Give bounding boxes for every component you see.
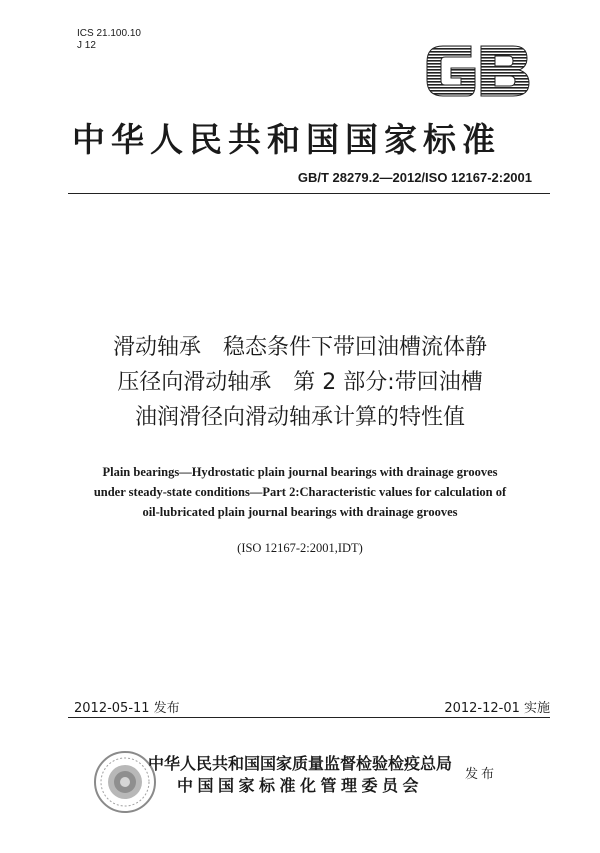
english-title bbox=[50, 462, 550, 522]
chinese-title bbox=[50, 330, 550, 435]
top-divider bbox=[68, 193, 550, 194]
issue-label: 发布 bbox=[465, 767, 498, 782]
gb-logo bbox=[421, 36, 533, 104]
classification-codes bbox=[77, 28, 141, 52]
english-title-line: oil-lubricated plain journal bearings with drainage grooves bbox=[142, 505, 458, 519]
standard-number: GB/T 28279.2—2012/ISO 12167-2:2001 bbox=[297, 170, 532, 185]
chinese-title-line: 滑动轴承 稳态条件下带回油槽流体静 bbox=[112, 335, 487, 360]
chinese-title-line: 压径向滑动轴承 第 2 部分:带回油槽 bbox=[117, 370, 483, 395]
english-title-line: Plain bearings—Hydrostatic plain journal bearings with drainage grooves bbox=[102, 465, 498, 479]
equivalence-note: (ISO 12167-2:2001,IDT) bbox=[237, 541, 363, 555]
publish-date: 2012-05-11 发布 bbox=[74, 701, 180, 716]
issuer-sac: 中国国家标准化管理委员会 bbox=[176, 776, 423, 795]
issuing-authorities bbox=[140, 753, 460, 797]
bottom-divider bbox=[68, 717, 550, 718]
ccs-code: J 12 bbox=[77, 40, 96, 51]
chinese-title-line: 油润滑径向滑动轴承计算的特性值 bbox=[134, 405, 465, 430]
implement-date: 2012-12-01 实施 bbox=[444, 701, 550, 716]
national-standard-title: 中华人民共和国国家标准 bbox=[72, 120, 501, 159]
issuer-aqsiq: 中华人民共和国国家质量监督检验检疫总局 bbox=[147, 754, 452, 773]
english-title-line: under steady-state conditions—Part 2:Characteristic values for calculation of bbox=[93, 485, 507, 499]
ics-code: ICS 21.100.10 bbox=[77, 28, 141, 39]
